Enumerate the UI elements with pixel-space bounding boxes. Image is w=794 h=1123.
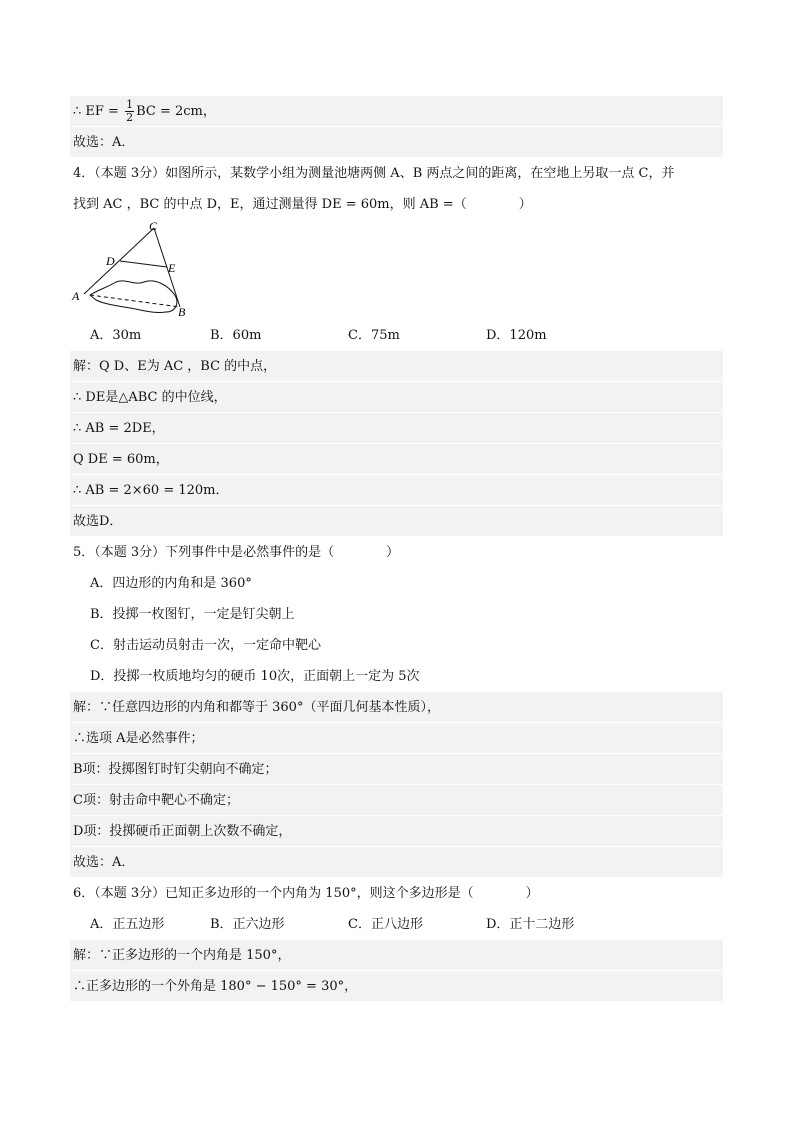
option-a: A．30m (90, 328, 142, 343)
solution-line: 故选：A． (70, 127, 723, 158)
solution-line: ∴选项 A是必然事件； (70, 723, 723, 754)
label-d: D (106, 254, 115, 268)
option-c: C．射击运动员射击一次，一定命中靶心 (90, 638, 321, 653)
solution-line: 解：∵正多边形的一个内角是 150°， (70, 940, 723, 971)
fraction-one-half (125, 99, 134, 124)
question-4-stem-line2: 找到 AC ，BC 的中点 D，E，通过测量得 DE = 60m，则 AB =（ ） (73, 197, 532, 212)
solution-line: C项：射击命中靶心不确定； (70, 785, 723, 816)
question-6-stem: 6．（本题 3分）已知正多边形的一个内角为 150°，则这个多边形是（ ） (73, 886, 539, 901)
option-a: A．四边形的内角和是 360° (90, 576, 252, 591)
segment-bc (154, 228, 180, 307)
solution-line: 解：Q D、E为 AC ，BC 的中点， (70, 351, 723, 382)
option-b: B．60m (210, 328, 262, 343)
solution-line: Q DE = 60m， (70, 444, 723, 475)
question-4-stem-line1: 4．（本题 3分）如图所示，某数学小组为测量池塘两侧 A、B 两点之间的距离，在空地上另取一点 C，并 (73, 166, 675, 181)
segment-ac (84, 228, 154, 294)
option-a: A．正五边形 (90, 917, 165, 932)
frac-prefix: ∴ EF = (73, 104, 124, 119)
solution-line: 解：∵任意四边形的内角和都等于 360°（平面几何基本性质）， (70, 692, 723, 723)
solution-line: 故选：A． (70, 847, 723, 878)
option-c: C．正八边形 (348, 917, 423, 932)
solution-line: D项：投掷硬币正面朝上次数不确定， (70, 816, 723, 847)
solution-line: B项：投掷图钉时钉尖朝向不确定； (70, 754, 723, 785)
fraction-numerator: 1 (126, 98, 134, 111)
solution-line: 故选D． (70, 506, 723, 537)
q4-figure (70, 220, 723, 320)
option-d: D．投掷一枚质地均匀的硬币 10次，正面朝上一定为 5次 (90, 669, 420, 684)
solution-line: ∴ DE是△ABC 的中位线， (70, 382, 723, 413)
label-e: E (168, 261, 176, 275)
solution-line: ∴正多边形的一个外角是 180° − 150° = 30°， (70, 971, 723, 1002)
question-5-stem: 5．（本题 3分）下列事件中是必然事件的是（ ） (73, 545, 400, 560)
option-d: D．120m (486, 328, 547, 343)
label-c: C (149, 220, 158, 233)
segment-ab-dashed (90, 295, 180, 307)
option-d: D．正十二边形 (486, 917, 575, 932)
pond-outline (90, 281, 177, 313)
frac-suffix: BC = 2cm， (136, 104, 216, 119)
solution-line: ∴ AB = 2×60 = 120m． (70, 475, 723, 506)
option-b: B．正六边形 (210, 917, 285, 932)
q4-options (70, 320, 723, 351)
segment-de (120, 261, 167, 267)
option-c: C．75m (348, 328, 400, 343)
fraction-denominator: 2 (126, 111, 134, 124)
solution-line: ∴ AB = 2DE， (70, 413, 723, 444)
q6-options (70, 909, 723, 940)
label-a: A (72, 289, 80, 303)
solution-line (70, 96, 723, 127)
document-body (70, 96, 723, 1002)
label-b: B (178, 305, 186, 319)
pond-triangle-diagram (70, 220, 210, 320)
option-b: B．投掷一枚图钉，一定是钉尖朝上 (90, 607, 295, 622)
